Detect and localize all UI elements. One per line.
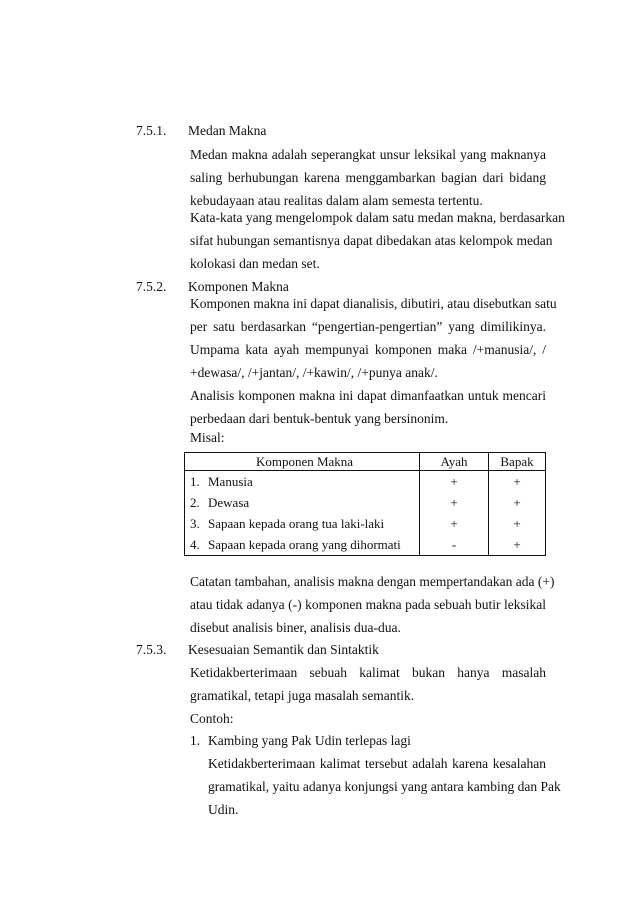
section-title: Kesesuaian Semantik dan Sintaktik <box>188 642 379 657</box>
row-number: 1. <box>190 474 200 489</box>
paragraph-line: Kata-kata yang mengelompok dalam satu medan makna, berdasarkan <box>190 210 565 225</box>
column-header: Ayah <box>420 453 489 471</box>
paragraph-line: Umpama kata ayah mempunyai komponen maka /+manusia/, / <box>190 342 546 357</box>
section-heading-7-5-1 <box>136 123 266 139</box>
paragraph-line: Analisis komponen makna ini dapat dimanfaatkan untuk mencari <box>190 388 546 403</box>
table-cell: + <box>420 471 489 493</box>
paragraph-line: saling berhubungan karena menggambarkan bagian dari bidang <box>190 170 546 185</box>
paragraph-line: Ketidakberterimaan sebuah kalimat bukan hanya masalah <box>190 665 546 680</box>
row-number: 2. <box>190 495 200 510</box>
paragraph-line: gramatikal, yaitu adanya konjungsi yang antara kambing dan Pak <box>208 779 561 794</box>
table-cell <box>185 513 420 534</box>
table-row <box>185 471 546 493</box>
row-label: Sapaan kepada orang tua laki-laki <box>208 516 385 531</box>
table-row <box>185 534 546 556</box>
section-title: Medan Makna <box>188 123 267 138</box>
table-cell: + <box>513 537 521 552</box>
row-number: 3. <box>190 516 200 531</box>
example-heading <box>190 733 546 749</box>
example-number: 1. <box>190 733 201 748</box>
row-label: Manusia <box>208 474 253 489</box>
paragraph-line: kolokasi dan medan set. <box>190 256 320 271</box>
table-cell <box>185 534 420 556</box>
table-cell: + <box>420 513 489 534</box>
paragraph-line: Medan makna adalah seperangkat unsur leksikal yang maknanya <box>190 147 546 162</box>
section-heading-7-5-2 <box>136 279 289 295</box>
column-header: Bapak <box>489 453 546 471</box>
paragraph-line: Misal: <box>190 430 225 445</box>
paragraph-line: gramatikal, tetapi juga masalah semantik. <box>190 688 415 703</box>
table-cell <box>185 471 420 493</box>
table-cell: + <box>513 516 521 531</box>
komponen-makna-table <box>184 452 546 556</box>
section-number: 7.5.3. <box>136 642 167 657</box>
paragraph-line: Catatan tambahan, analisis makna dengan mempertandakan ada (+) <box>190 574 555 589</box>
section-heading-7-5-3 <box>136 642 379 658</box>
paragraph-line: Ketidakberterimaan kalimat tersebut adalah karena kesalahan <box>208 756 546 771</box>
paragraph-line: per satu berdasarkan “pengertian-pengertian” yang dimilikinya. <box>190 319 546 334</box>
paragraph-line: sifat hubungan semantisnya dapat dibedakan atas kelompok medan <box>190 233 553 248</box>
section-number: 7.5.2. <box>136 279 167 294</box>
paragraph-line: disebut analisis biner, analisis dua-dua. <box>190 620 401 635</box>
paragraph-line: kebudayaan atau realitas dalam alam semesta tertentu. <box>190 193 483 208</box>
row-label: Sapaan kepada orang yang dihormati <box>208 537 401 552</box>
paragraph-line: Udin. <box>208 802 239 817</box>
paragraph-line: Contoh: <box>190 711 234 726</box>
paragraph-line: perbedaan dari bentuk-bentuk yang bersinonim. <box>190 411 449 426</box>
table-row <box>185 492 546 513</box>
row-label: Dewasa <box>208 495 250 510</box>
example-title: Kambing yang Pak Udin terlepas lagi <box>208 733 411 748</box>
table-cell: + <box>420 492 489 513</box>
table-cell: + <box>513 474 521 489</box>
paragraph-line: +dewasa/, /+jantan/, /+kawin/, /+punya anak/. <box>190 365 438 380</box>
section-title: Komponen Makna <box>188 279 289 294</box>
section-number: 7.5.1. <box>136 123 167 138</box>
table-cell: + <box>513 495 521 510</box>
table-cell: - <box>420 534 489 556</box>
table-header-row <box>185 453 546 471</box>
row-number: 4. <box>190 537 200 552</box>
table-cell <box>185 492 420 513</box>
table-row <box>185 513 546 534</box>
paragraph-line: atau tidak adanya (-) komponen makna pada sebuah butir leksikal <box>190 597 546 612</box>
paragraph-line: Komponen makna ini dapat dianalisis, dibutiri, atau disebutkan satu <box>190 296 557 311</box>
column-header: Komponen Makna <box>185 453 420 471</box>
